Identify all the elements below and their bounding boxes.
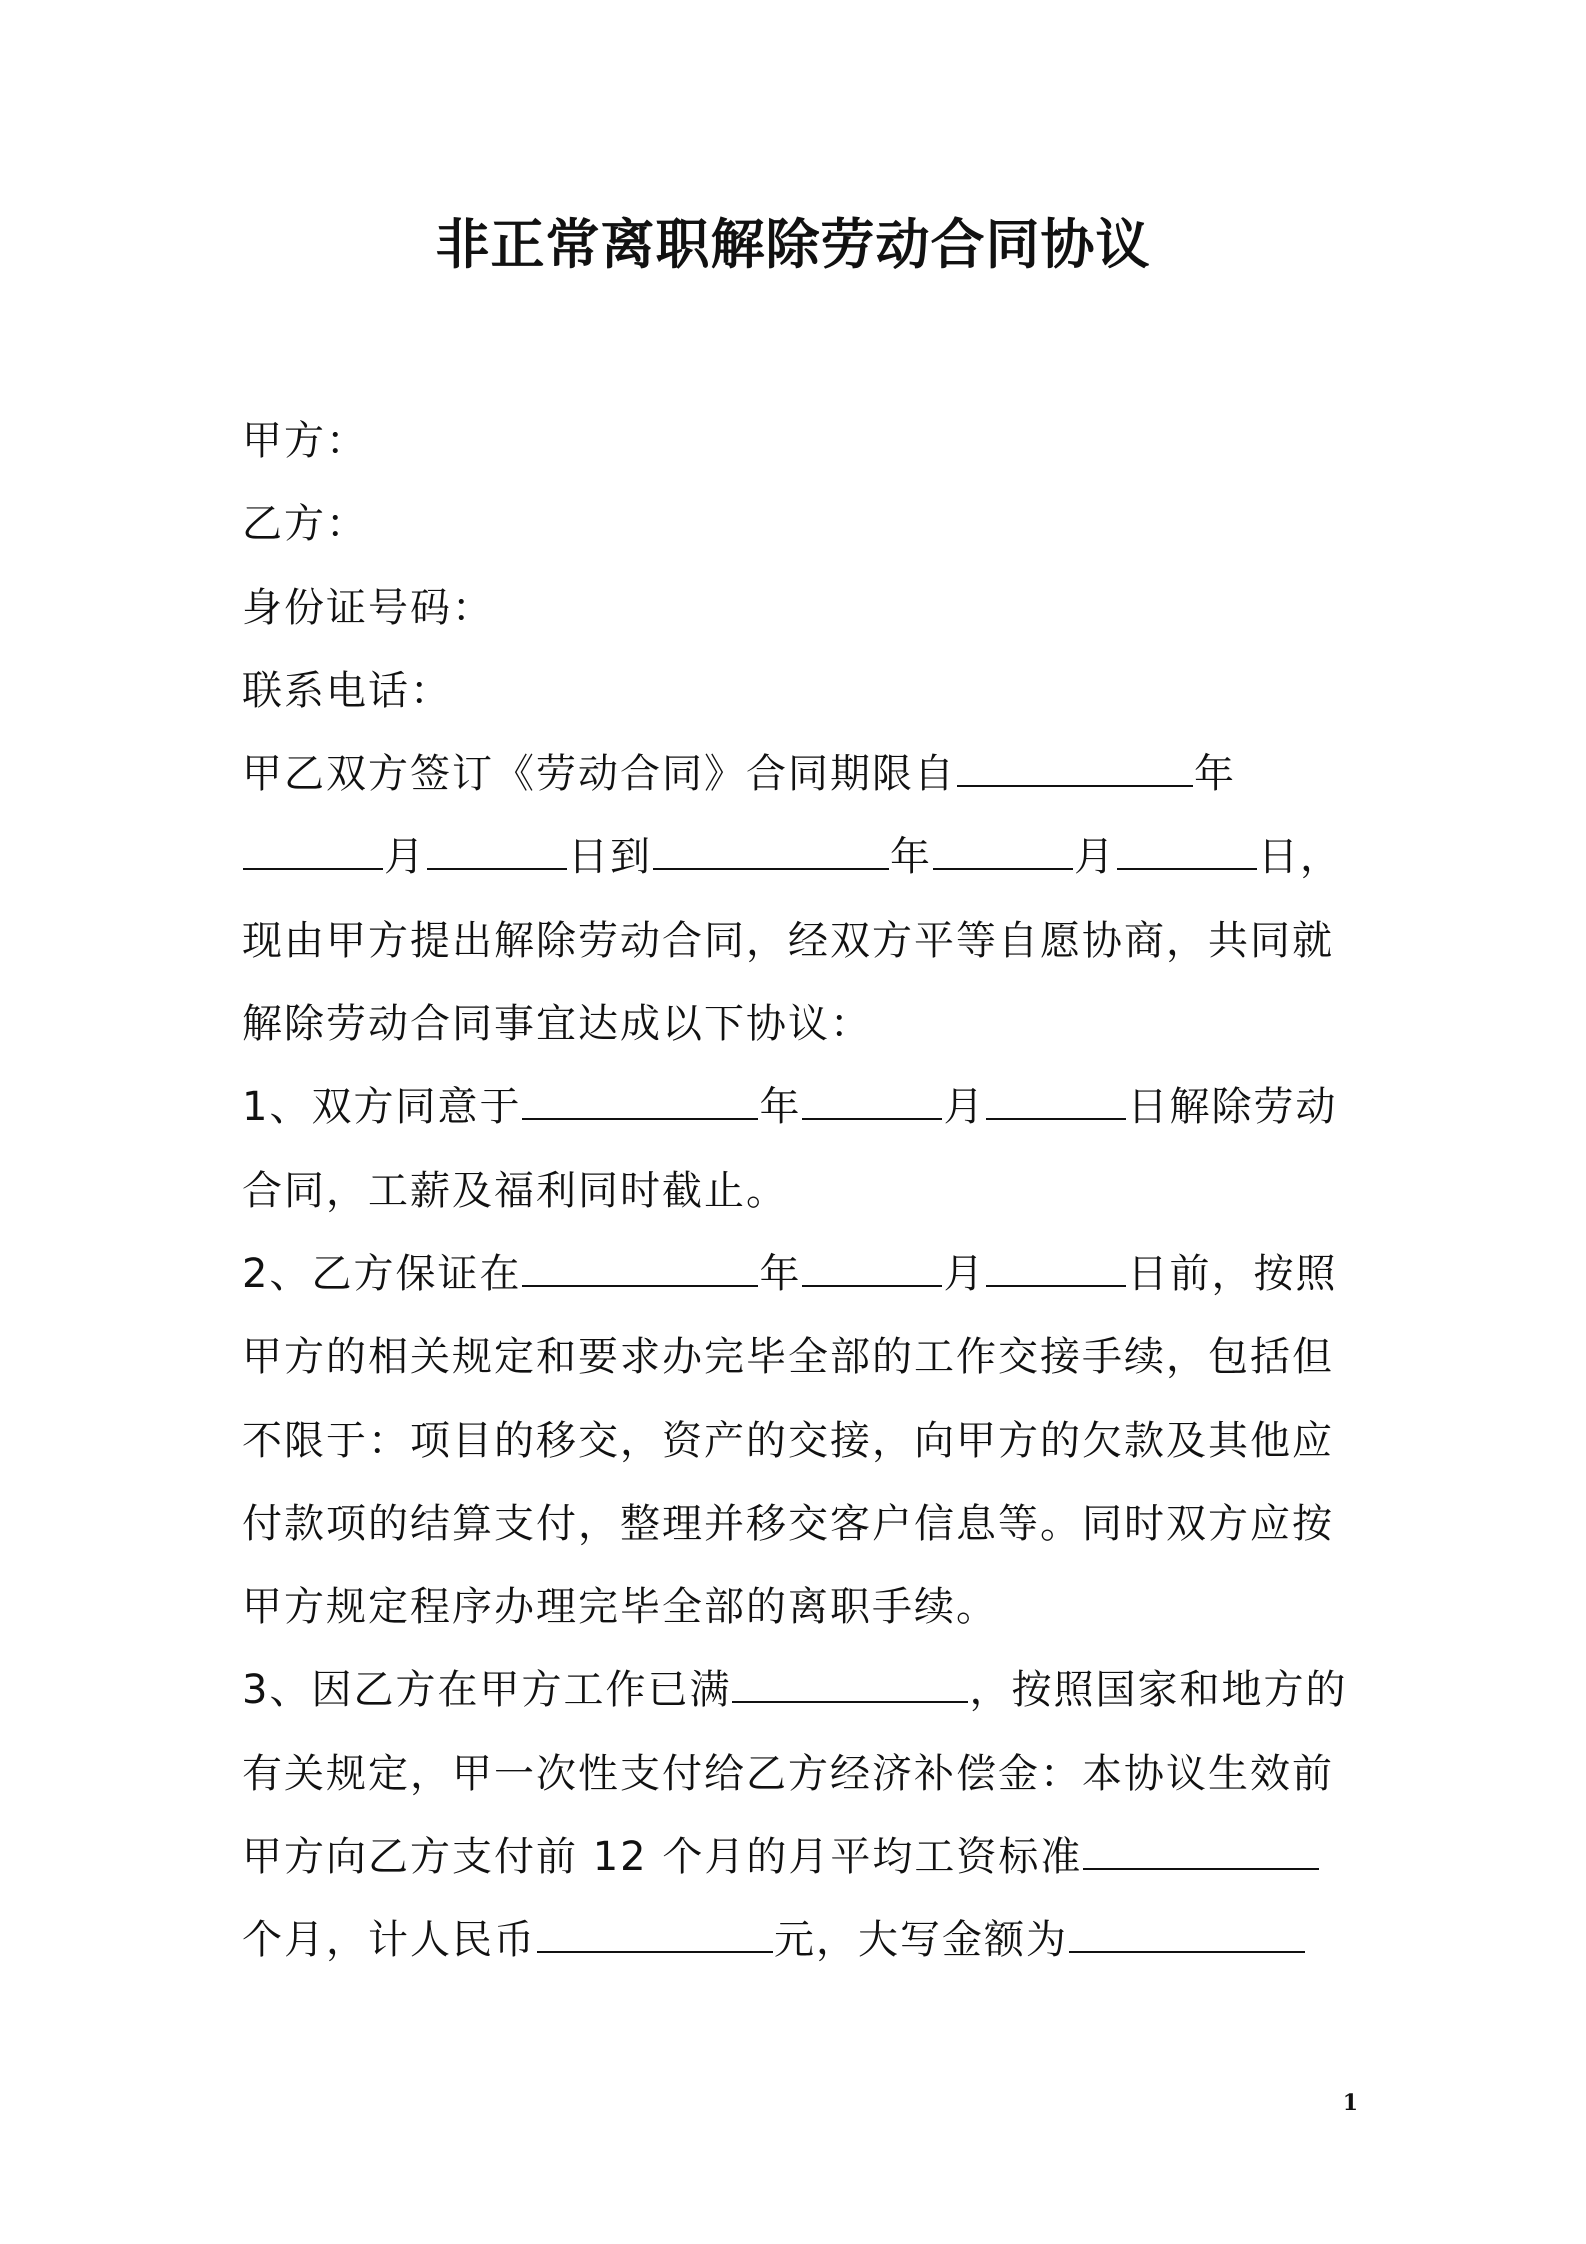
document-body	[242, 400, 1354, 1983]
clause-3-line-3	[242, 1816, 1354, 1899]
id-number-line	[242, 567, 1354, 650]
amount-rmb-blank[interactable]	[537, 1915, 773, 1953]
id-number-label: 身份证号码：	[242, 584, 494, 631]
intro-text: 甲乙双方签订《劳动合同》合同期限自	[242, 751, 956, 798]
intro-text: 年	[1194, 751, 1236, 798]
clause-text: ，按照国家和地方的	[969, 1667, 1348, 1714]
clause-text: 年	[759, 1250, 802, 1297]
clause-3-line-4	[242, 1899, 1354, 1982]
party-b-label: 乙方：	[242, 501, 368, 548]
clause-text: 个月，计人民币	[242, 1917, 536, 1964]
clause-text: 甲方向乙方支付前 12 个月的月平均工资标准	[242, 1834, 1083, 1881]
contract-end-month-blank[interactable]	[933, 832, 1073, 870]
clause-2-line-1	[242, 1233, 1354, 1316]
amount-capital-blank[interactable]	[1069, 1915, 1305, 1953]
page-number: 1	[1342, 2090, 1358, 2116]
contract-start-year-blank[interactable]	[957, 749, 1193, 787]
clause-text: 2、乙方保证在	[242, 1250, 522, 1297]
clause-text: 1、双方同意于	[242, 1084, 522, 1131]
clause-3-line-2: 有关规定，甲一次性支付给乙方经济补偿金：本协议生效前	[242, 1750, 1334, 1797]
contract-end-day-blank[interactable]	[1117, 832, 1257, 870]
handover-year-blank[interactable]	[522, 1249, 758, 1287]
intro-text: 年	[890, 834, 932, 881]
termination-day-blank[interactable]	[986, 1082, 1126, 1120]
intro-line-3: 现由甲方提出解除劳动合同，经双方平等自愿协商，共同就	[242, 917, 1334, 964]
contract-end-year-blank[interactable]	[653, 832, 889, 870]
clause-1-line-2: 合同，工薪及福利同时截止。	[242, 1167, 788, 1214]
phone-line	[242, 650, 1354, 733]
intro-line-2	[242, 816, 1354, 899]
contract-start-day-blank[interactable]	[427, 832, 567, 870]
clause-text: 3、因乙方在甲方工作已满	[242, 1667, 732, 1714]
phone-label: 联系电话：	[242, 667, 452, 714]
clause-text: 年	[759, 1084, 802, 1131]
clause-text: 日解除劳动	[1127, 1084, 1338, 1131]
termination-year-blank[interactable]	[522, 1082, 758, 1120]
clause-text: 月	[943, 1250, 986, 1297]
intro-text: 月	[1074, 834, 1116, 881]
termination-month-blank[interactable]	[802, 1082, 942, 1120]
clause-text: 日前，按照	[1127, 1250, 1338, 1297]
intro-text: 月	[384, 834, 426, 881]
service-years-blank[interactable]	[732, 1665, 968, 1703]
intro-text: 日，	[1258, 834, 1342, 881]
clause-2-line-2: 甲方的相关规定和要求办完毕全部的工作交接手续，包括但	[242, 1334, 1334, 1381]
party-a-line	[242, 400, 1354, 483]
clause-2-line-5: 甲方规定程序办理完毕全部的离职手续。	[242, 1584, 998, 1631]
clause-text: 月	[943, 1084, 986, 1131]
intro-text: 日到	[568, 834, 652, 881]
clause-1-line-1	[242, 1066, 1354, 1149]
clause-2-line-4: 付款项的结算支付，整理并移交客户信息等。同时双方应按	[242, 1500, 1334, 1547]
intro-line-4: 解除劳动合同事宜达成以下协议：	[242, 1001, 872, 1048]
clause-text: 元，大写金额为	[774, 1917, 1068, 1964]
contract-start-month-blank[interactable]	[243, 832, 383, 870]
party-b-line	[242, 483, 1354, 566]
handover-month-blank[interactable]	[802, 1249, 942, 1287]
intro-line-1	[242, 733, 1354, 816]
document-title: 非正常离职解除劳动合同协议	[435, 213, 1151, 276]
months-count-blank[interactable]	[1083, 1832, 1319, 1870]
handover-day-blank[interactable]	[986, 1249, 1126, 1287]
clause-2-line-3: 不限于：项目的移交，资产的交接，向甲方的欠款及其他应	[242, 1417, 1334, 1464]
party-a-label: 甲方：	[242, 418, 368, 464]
clause-3-line-1	[242, 1649, 1354, 1732]
